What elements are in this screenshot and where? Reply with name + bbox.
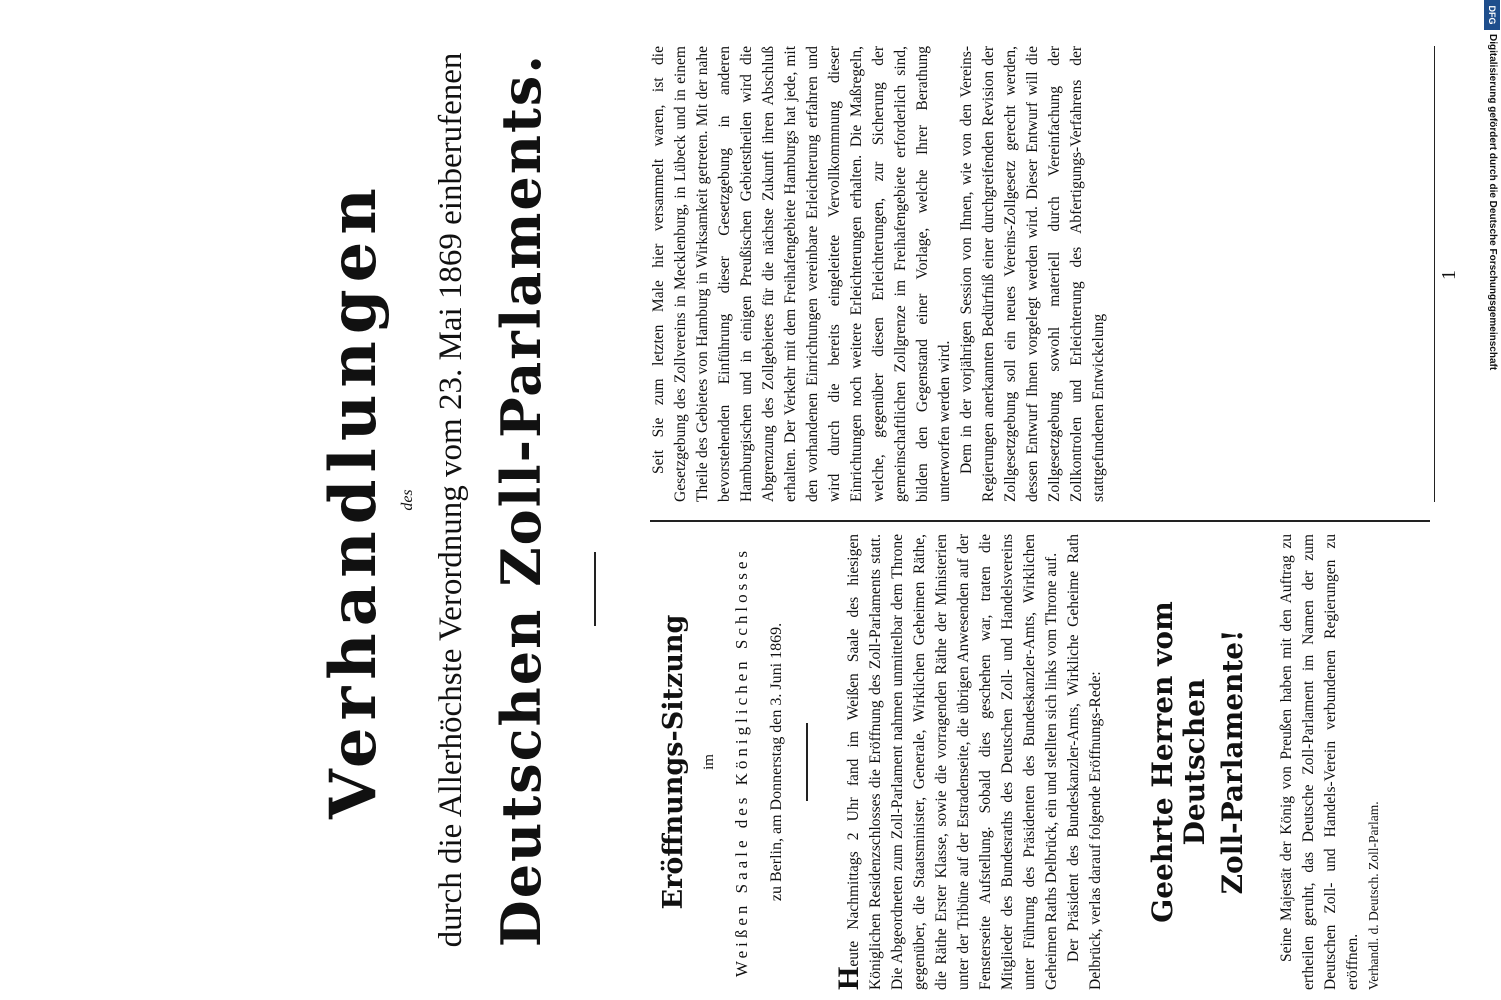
document-title: Verhandlungen xyxy=(316,181,391,819)
opening-paragraph xyxy=(832,534,1063,990)
credit-strip xyxy=(1484,0,1500,1000)
left-column xyxy=(630,534,1382,990)
drop-cap: H xyxy=(832,966,865,990)
im-word: im xyxy=(701,754,717,770)
session-date: zu Berlin, am Donnerstag den 3. Juni 1869. xyxy=(768,622,785,902)
speech-title-line-2: Zoll-Parlamente! xyxy=(1216,629,1250,895)
session-heading: Eröffnungs-Sitzung xyxy=(658,614,689,910)
announcement-paragraph: Der Präsident des Bundeskanzler-Amts, Wirkliche Geheime Rath Delbrück, verlas darauf folgende Eröffnungs-Rede: xyxy=(1065,534,1104,990)
title-des: des xyxy=(399,489,416,511)
page-number: 1 xyxy=(1438,270,1460,280)
column-divider xyxy=(650,520,1430,522)
title-rule xyxy=(594,552,596,626)
right-column xyxy=(648,46,1110,502)
speech-title-line-1: Geehrte Herren vom Deutschen xyxy=(1146,601,1212,923)
section-rule xyxy=(806,723,808,801)
dfg-logo: DFG xyxy=(1484,0,1500,30)
opening-paragraph-text: eute Nachmittags 2 Uhr fand im Weißen Saale des hiesigen Königlichen Residenzschlosses die Eröffnung des Zoll-Parlaments statt. Die Abgeordneten zum Zoll-Parlament nahmen unmittelbar dem Throne gegenüber, die Staatsminister, Generale, Wirklichen Geheimen Räthe, die Räthe Erster Klasse, sowie die vorragenden Räthe der Ministerien unter der Tribüne auf der Estradenseite, die übrigen Anwesenden auf der Fensterseite Aufstellung. Sobald dies geschehen war, traten die Mitglieder des Bundesraths des Deutschen Zoll- und Handelsvereins unter Führung des Präsidenten des Bundeskanzler-Amts, Wirklichen Geheimen Raths Delbrück, ein und stellten sich links vom Throne auf. xyxy=(845,534,1060,990)
signature-line: Verhandl. d. Deutsch. Zoll-Parlam. xyxy=(1365,801,1381,990)
right-footer-rule xyxy=(1434,46,1435,502)
right-paragraph-1: Seit Sie zum letzten Male hier versammelt waren, ist die Gesetzgebung des Zollvereins in Mecklenburg, in Lübeck und in einem Theile des Gebietes von Hamburg in Wirksamkeit getreten. Mit der nahe bevorstehenden Einführung dieser Gesetzgebung in anderen Hamburgischen und in einigen Preußischen Gebietstheilen wird die Abgrenzung des Zollgebietes für die nächste Zukunft ihren Abschluß erhalten. Der Verkehr mit dem Freihafengebiete Hamburgs hat jede, mit den vorhandenen Einrichtungen vereinbare Erleichterung erfahren und wird durch die bereits eingeleitete Vervollkommnung dieser Einrichtungen noch weitere Erleichterungen erhalten. Die Maßregeln, welche, gegenüber diesen Erleichterungen, zur Sicherung der gemeinschaftlichen Zollgrenze im Freihafengebiete erforderlich sind, bilden den Gegenstand einer Vorlage, welche Ihrer Berathung unterworfen werden wird. xyxy=(650,46,953,502)
right-paragraph-2: Dem in der vorjährigen Session von Ihnen, wie von den Vereins-Regierungen anerkannten Bedürfniß einer durchgreifenden Revision der Zollgesetzgebung soll ein neues Vereins-Zollgesetz gerecht werden, dessen Entwurf Ihnen vorgelegt werden wird. Dieser Entwurf will die Zollgesetzgebung sowohl materiell durch Vereinfachung der Zollkontrolen und Erleichterung des Abfertigungs-Verfahrens der stattgefundenen Entwickelung xyxy=(958,46,1107,502)
document-subtitle: durch die Allerhöchste Verordnung vom 23. Mai 1869 einberufenen xyxy=(433,52,469,948)
document-title-2: Deutschen Zoll-Parlaments. xyxy=(489,52,553,948)
credit-text: Digitalisierung gefördert durch die Deutsche Forschungsgemeinschaft xyxy=(1487,34,1498,371)
session-place: Weißen Saale des Königlichen Schlosses xyxy=(732,546,751,978)
speech-paragraph: Seine Majestät der König von Preußen haben mit den Auftrag zu ertheilen geruht, das Deutsche Zoll-Parlament im Namen der zum Deutschen Zoll- und Handels-Verein verbundenen Regierungen zu eröffnen. xyxy=(1277,534,1361,990)
